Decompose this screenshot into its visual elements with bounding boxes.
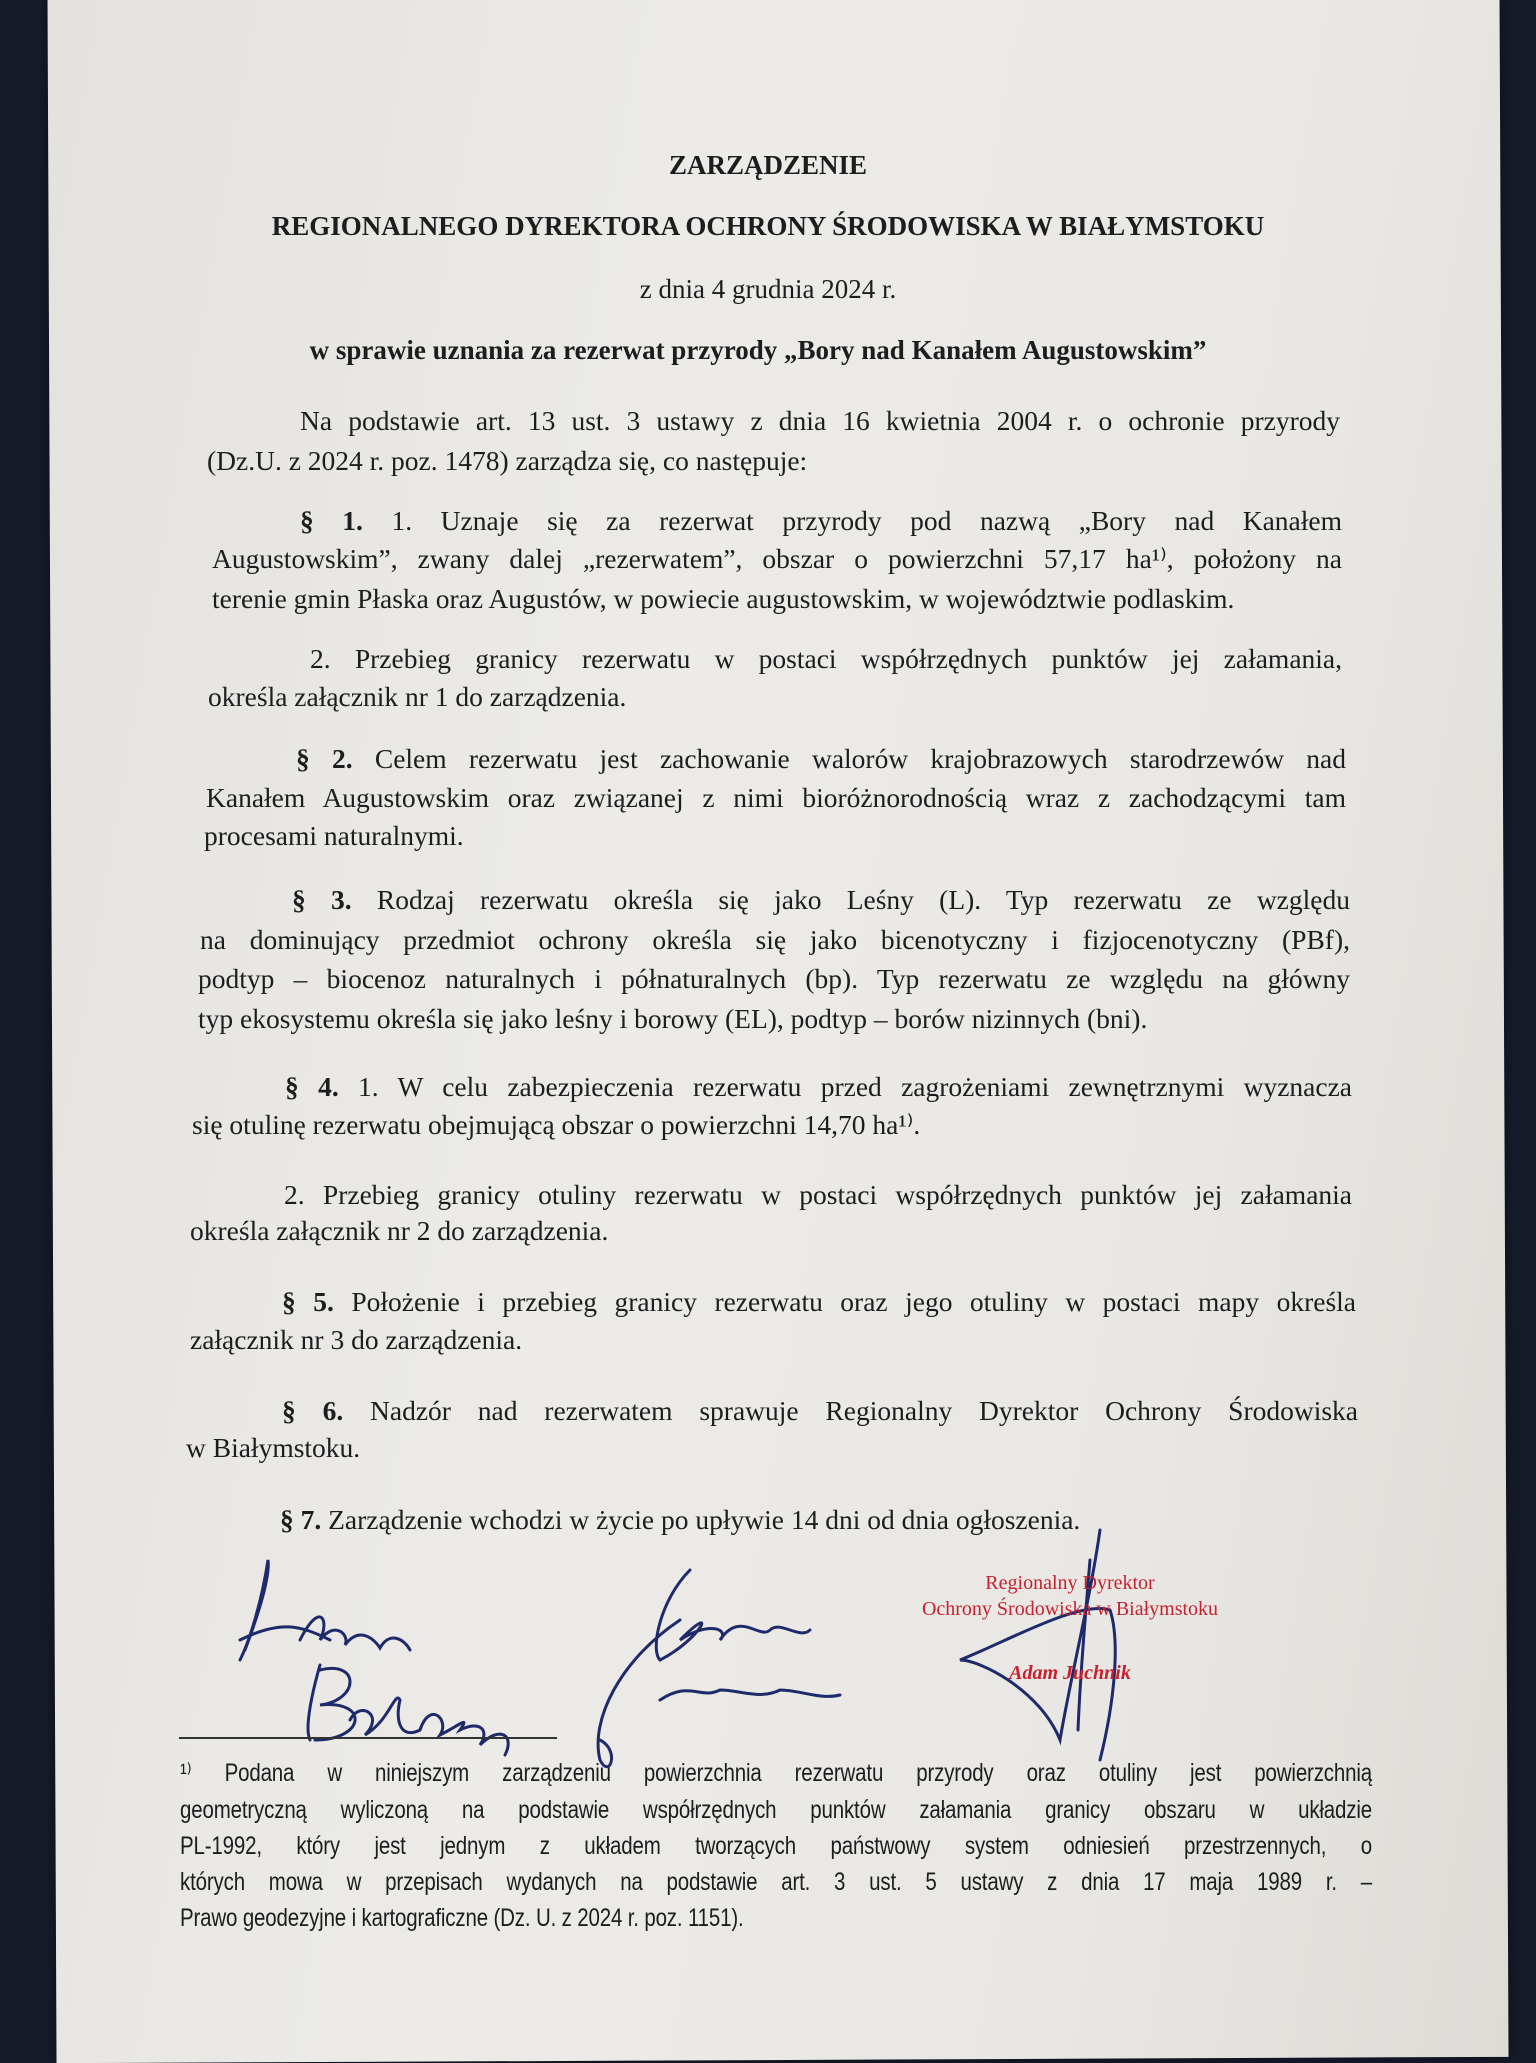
- paragraph-8-line: załącznik nr 3 do zarządzenia.: [190, 1324, 523, 1355]
- signature-ewelina: [598, 1570, 840, 1767]
- paragraph-2-line: Augustowskim”, zwany dalej „rezerwatem”, obszar o powierzchni 57,17 ha¹⁾, położony na: [212, 543, 1342, 574]
- paragraph-4-line: Kanałem Augustowskim oraz związanej z nimi bioróżnorodnością wraz z zachodzącymi tam: [206, 782, 1346, 813]
- footnote-line: ¹⁾ Podana w niniejszym zarządzeniu powierzchnia rezerwatu przyrody oraz otuliny jest powierzchnią: [180, 1759, 1372, 1787]
- signature-adam-bohdan: [240, 1560, 508, 1755]
- paragraph-5-line: typ ekosystemu określa się jako leśny i borowy (EL), podtyp – borów nizinnych (bni).: [198, 1003, 1148, 1034]
- document-subject: w sprawie uznania za rezerwat przyrody „Bory nad Kanałem Augustowskim”: [309, 335, 1207, 365]
- paragraph-7-line: 2. Przebieg granicy otuliny rezerwatu w postaci współrzędnych punktów jej załamania: [284, 1179, 1352, 1210]
- stamp-name: Adam Juchnik: [1009, 1662, 1131, 1684]
- document-date: z dnia 4 grudnia 2024 r.: [639, 274, 897, 304]
- document-title: ZARZĄDZENIE: [668, 150, 868, 180]
- paragraph-3-line: określa załącznik nr 1 do zarządzenia.: [208, 681, 627, 712]
- paragraph-10-line: § 7. Zarządzenie wchodzi w życie po upływie 14 dni od dnia ogłoszenia.: [280, 1504, 1081, 1535]
- footnote-line: Prawo geodezyjne i kartograficzne (Dz. U. z 2024 r. poz. 1151).: [180, 1904, 744, 1932]
- paragraph-5-line: § 3. Rodzaj rezerwatu określa się jako Leśny (L). Typ rezerwatu ze względu: [292, 884, 1350, 915]
- stamp: [880, 1570, 1260, 1686]
- paragraph-9-line: § 6. Nadzór nad rezerwatem sprawuje Regionalny Dyrektor Ochrony Środowiska: [282, 1395, 1359, 1426]
- paragraph-4-line: § 2. Celem rezerwatu jest zachowanie walorów krajobrazowych starodrzewów nad: [296, 743, 1347, 774]
- paragraph-6-line: § 4. 1. W celu zabezpieczenia rezerwatu przed zagrożeniami zewnętrznymi wyznacza: [285, 1071, 1352, 1102]
- paragraph-1-line: (Dz.U. z 2024 r. poz. 1478) zarządza się, co następuje:: [207, 445, 808, 476]
- paragraph-2-line: § 1. 1. Uznaje się za rezerwat przyrody pod nazwą „Bory nad Kanałem: [300, 505, 1343, 536]
- paragraph-1-line: Na podstawie art. 13 ust. 3 ustawy z dnia 16 kwietnia 2004 r. o ochronie przyrody: [300, 405, 1340, 436]
- paragraph-5-line: podtyp – biocenoz naturalnych i półnaturalnych (bp). Typ rezerwatu ze względu na główny: [198, 963, 1350, 994]
- stamp-title: Regionalny Dyrektor: [985, 1572, 1155, 1594]
- paragraph-2-line: terenie gmin Płaska oraz Augustów, w powiecie augustowskim, w województwie podlaskim.: [212, 583, 1235, 614]
- paragraph-9-line: w Białymstoku.: [186, 1432, 361, 1463]
- paragraph-3-line: 2. Przebieg granicy rezerwatu w postaci współrzędnych punktów jej załamania,: [310, 643, 1342, 674]
- paragraph-7-line: określa załącznik nr 2 do zarządzenia.: [190, 1215, 609, 1246]
- document-issuer: REGIONALNEGO DYREKTORA OCHRONY ŚRODOWISKA W BIAŁYMSTOKU: [271, 211, 1265, 241]
- paragraph-4-line: procesami naturalnymi.: [204, 820, 464, 851]
- footnote-divider: [179, 1737, 557, 1739]
- footnote-line: geometryczną wyliczoną na podstawie współrzędnych punktów załamania granicy obszaru w układzie: [180, 1796, 1372, 1824]
- footnote-line: PL-1992, który jest jednym z układem tworzących państwowy system odniesień przestrzennych, o: [180, 1832, 1372, 1860]
- paragraph-5-line: na dominujący przedmiot ochrony określa się jako bicenotyczny i fizjocenotyczny (PBf),: [200, 924, 1350, 955]
- stamp-office: Ochrony Środowiska w Białymstoku: [921, 1598, 1219, 1620]
- footnote-line: których mowa w przepisach wydanych na podstawie art. 3 ust. 5 ustawy z dnia 17 maja 1989 r. –: [180, 1868, 1372, 1896]
- paragraph-6-line: się otulinę rezerwatu obejmującą obszar o powierzchni 14,70 ha¹⁾.: [192, 1109, 921, 1140]
- paragraph-8-line: § 5. Położenie i przebieg granicy rezerwatu oraz jego otuliny w postaci mapy określa: [282, 1286, 1357, 1317]
